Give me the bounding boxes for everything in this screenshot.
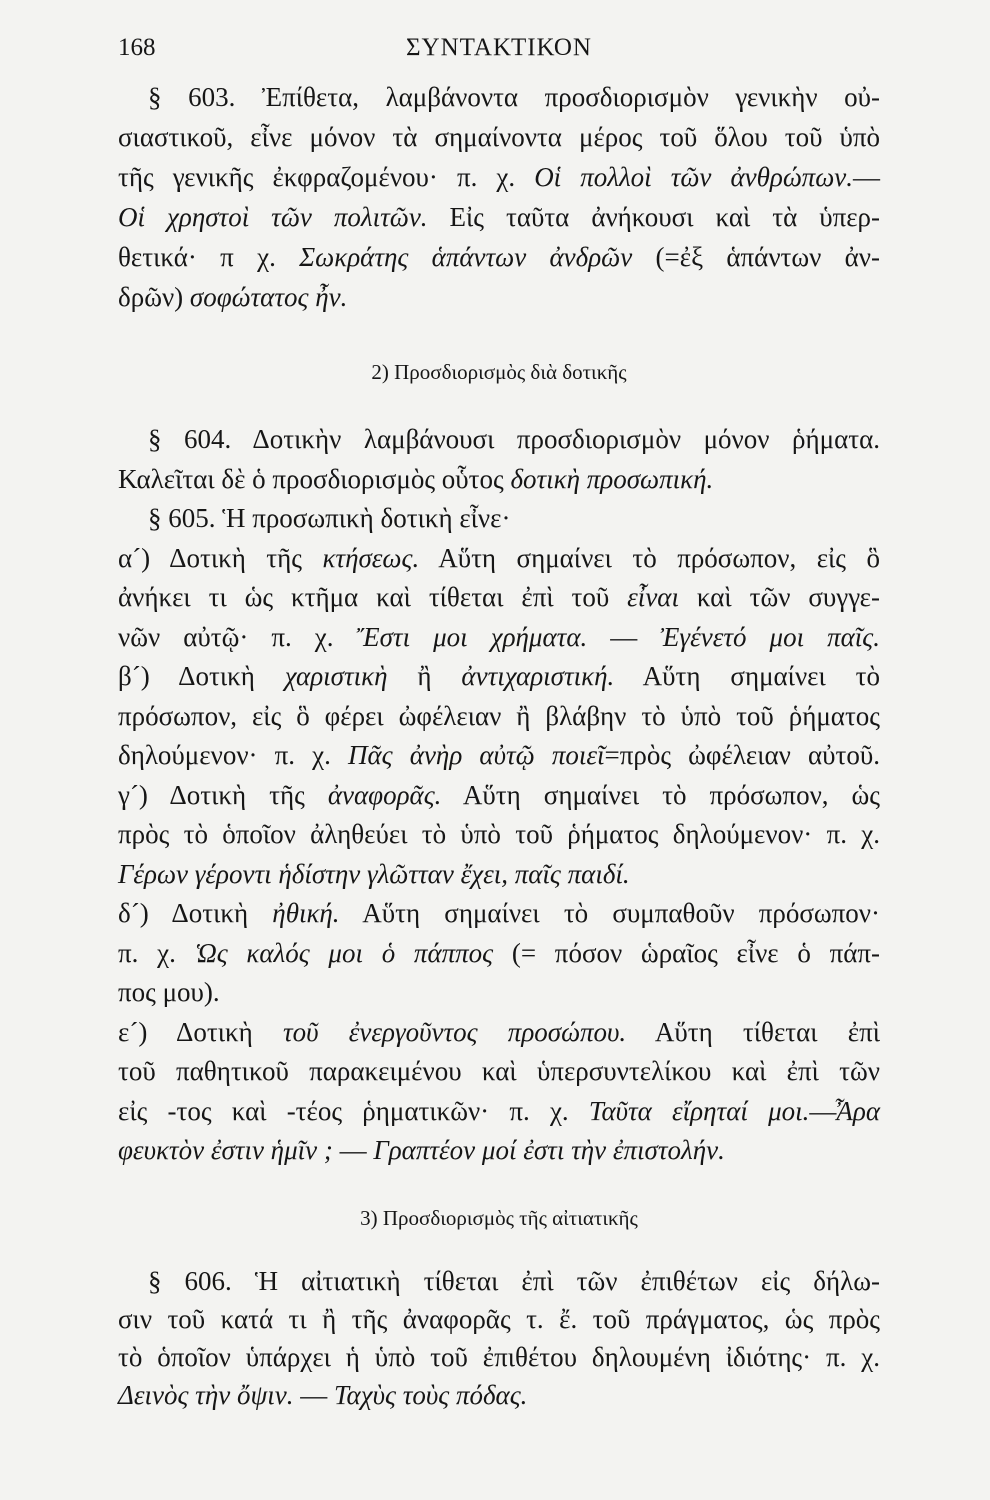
text-run: π. χ.: [118, 937, 195, 968]
text-run: τῆς γενικῆς ἐκφραζομένου· π. χ.: [118, 162, 535, 192]
text-run: —: [809, 1095, 837, 1126]
text-run: Καλεῖται δὲ ὁ προσδιορισμὸς οὗτος: [118, 463, 511, 494]
text-run: εἰς -τος καὶ -τέος ῥηματικῶν· π. χ.: [118, 1095, 589, 1126]
text-line: [118, 1013, 880, 1053]
text-run: γ´) Δοτικὴ τῆς: [118, 779, 328, 810]
section-heading-accusative: 3) Προσδιορισμὸς τῆς αἰτιατικῆς: [360, 1206, 638, 1230]
italic-example: Ταῦτα εἴρηταί μοι.: [588, 1095, 810, 1126]
italic-example: δοτικὴ προσωπική.: [510, 463, 714, 494]
text-run: —: [853, 162, 880, 192]
accusative-section: [118, 1262, 880, 1414]
text-run: δ´) Δοτικὴ: [118, 898, 273, 928]
text-run: Αὕτη σημαίνει τὸ πρόσωπον, ὡς: [441, 779, 880, 810]
running-title: ΣΥΝΤΑΚΤΙΚΟΝ: [406, 34, 592, 61]
italic-example: εἶναι: [627, 582, 679, 612]
italic-example: Οἱ χρηστοὶ τῶν πολιτῶν.: [118, 202, 428, 232]
text-line: [118, 237, 880, 277]
text-run: Εἰς ταῦτα ἀνήκουσι καὶ τὰ ὑπερ-: [427, 202, 881, 232]
italic-example: κτήσεως.: [322, 542, 420, 573]
text-run: Αὕτη σημαίνει τὸ πρόσωπον, εἰς ὃ: [419, 542, 880, 573]
text-line: [118, 277, 880, 317]
text-line: [118, 197, 880, 237]
italic-example: σοφώτατος ἦν.: [189, 282, 348, 312]
text-line: [118, 934, 880, 974]
italic-example: φευκτὸν ἐστιν ἡμῖν ;: [118, 1135, 333, 1165]
text-run: (=ἐξ ἁπάντων ἀν-: [632, 242, 880, 272]
text-line: πρόσωπον, εἰς ὃ φέρει ὠφέλειαν ἢ βλάβην τὸ ὑπὸ τοῦ ῥήματος: [118, 700, 880, 731]
italic-example: Δεινὸς τὴν ὄψιν.: [118, 1380, 294, 1410]
italic-example: Γέρων γέροντι ἡδίστην γλῶτταν ἔχει, παῖς παιδί.: [118, 858, 630, 889]
italic-example: ἠθική.: [272, 898, 340, 928]
italic-example: Πᾶς ἀνὴρ αὐτῷ ποιεῖ: [348, 740, 605, 770]
italic-example: ἀναφορᾶς.: [327, 779, 442, 810]
italic-example: Ἆρα: [836, 1095, 880, 1126]
italic-example: Ταχὺς τοὺς πόδας.: [333, 1380, 528, 1410]
text-line: [118, 776, 880, 816]
italic-example: τοῦ ἐνεργοῦντος προσώπου.: [282, 1016, 627, 1047]
text-line: [118, 157, 880, 197]
text-run: θετικά· π χ.: [118, 242, 300, 272]
paragraph-603: [118, 77, 880, 317]
italic-example: Οἱ πολλοὶ τῶν ἀνθρώπων.: [534, 162, 853, 192]
text-run: —: [332, 1135, 374, 1165]
text-line: [118, 1376, 880, 1414]
text-line: τὸ ὁποῖον ὑπάρχει ἡ ὑπὸ τοῦ ἐπιθέτου δηλουμένη ἰδιότης· π. χ.: [118, 1342, 880, 1372]
text-run: ἢ: [387, 661, 462, 691]
italic-example: Ὡς καλός μοι ὁ πάππος: [194, 937, 494, 968]
italic-example: Ἐγένετό μοι παῖς.: [660, 621, 880, 652]
running-header: [118, 28, 880, 68]
text-line: σιν τοῦ κατά τι ἢ τῆς ἀναφορᾶς τ. ἔ. τοῦ πράγματος, ὡς πρὸς: [118, 1304, 880, 1334]
text-run: καὶ τῶν συγγε-: [678, 582, 880, 612]
italic-example: ἀντιχαριστική.: [461, 661, 615, 691]
text-line: [118, 618, 880, 658]
paragraph-604-line: § 604. Δοτικὴν λαμβάνουσι προσδιορισμὸν μόνον ῥήματα.: [148, 424, 880, 454]
dative-section: [118, 420, 880, 1171]
text-line: [118, 539, 880, 579]
text-run: β´) Δοτικὴ: [118, 661, 285, 691]
text-run: —: [293, 1380, 334, 1410]
text-run: δηλούμενον· π. χ.: [118, 740, 349, 770]
text-line: [118, 657, 880, 697]
text-run: —: [587, 621, 661, 652]
italic-example: Ἔστι μοι χρήματα.: [356, 621, 588, 652]
paragraph-606-line: § 606. Ἡ αἰτιατικὴ τίθεται ἐπὶ τῶν ἐπιθέτων εἰς δήλω-: [148, 1266, 880, 1296]
text-run: (= πόσον ὡραῖος εἶνε ὁ πάπ-: [493, 937, 880, 968]
paragraph-605-line: § 605. Ἡ προσωπικὴ δοτικὴ εἶνε·: [148, 503, 511, 533]
text-line: σιαστικοῦ, εἶνε μόνον τὰ σημαίνοντα μέρος τοῦ ὅλου τοῦ ὑπὸ: [118, 122, 880, 152]
text-line: πρὸς τὸ ὁποῖον ἀληθεύει τὸ ὑπὸ τοῦ ῥήματος δηλούμενον· π. χ.: [118, 819, 880, 849]
text-run: ἀνήκει τι ὡς κτῆμα καὶ τίθεται ἐπὶ τοῦ: [118, 582, 628, 612]
text-run: δρῶν): [118, 282, 190, 312]
text-line: [118, 894, 880, 934]
section-heading-dative: 2) Προσδιορισμὸς διὰ δοτικῆς: [371, 360, 627, 384]
text-run: α´) Δοτικὴ τῆς: [118, 542, 323, 573]
text-run: νῶν αὐτῷ· π. χ.: [118, 621, 357, 652]
text-line: § 603. Ἐπίθετα, λαμβάνοντα προσδιορισμὸν γενικὴν οὐ-: [148, 82, 880, 112]
text-run: Αὕτη σημαίνει τὸ συμπαθοῦν πρόσωπον·: [339, 898, 881, 928]
page-number: 168: [118, 34, 156, 61]
italic-example: Σωκράτης ἁπάντων ἀνδρῶν: [299, 242, 633, 272]
text-line: [118, 460, 880, 500]
text-line: τοῦ παθητικοῦ παρακειμένου καὶ ὑπερσυντελίκου καὶ ἐπὶ τῶν: [118, 1056, 880, 1086]
text-run: Αὕτη σημαίνει τὸ: [614, 661, 880, 691]
text-run: =πρὸς ὠφέλειαν αὐτοῦ.: [604, 740, 880, 770]
text-line: [118, 1092, 880, 1132]
text-line: [118, 578, 880, 618]
text-line: [118, 736, 880, 776]
text-line: [118, 1131, 880, 1171]
italic-example: χαριστικὴ: [284, 661, 388, 691]
text-run: Αὕτη τίθεται ἐπὶ: [626, 1016, 880, 1047]
text-line: πος μου).: [118, 977, 220, 1007]
text-run: ε´) Δοτικὴ: [118, 1016, 283, 1047]
italic-example: Γραπτέον μοί ἐστι τὴν ἐπιστολήν.: [373, 1135, 725, 1165]
